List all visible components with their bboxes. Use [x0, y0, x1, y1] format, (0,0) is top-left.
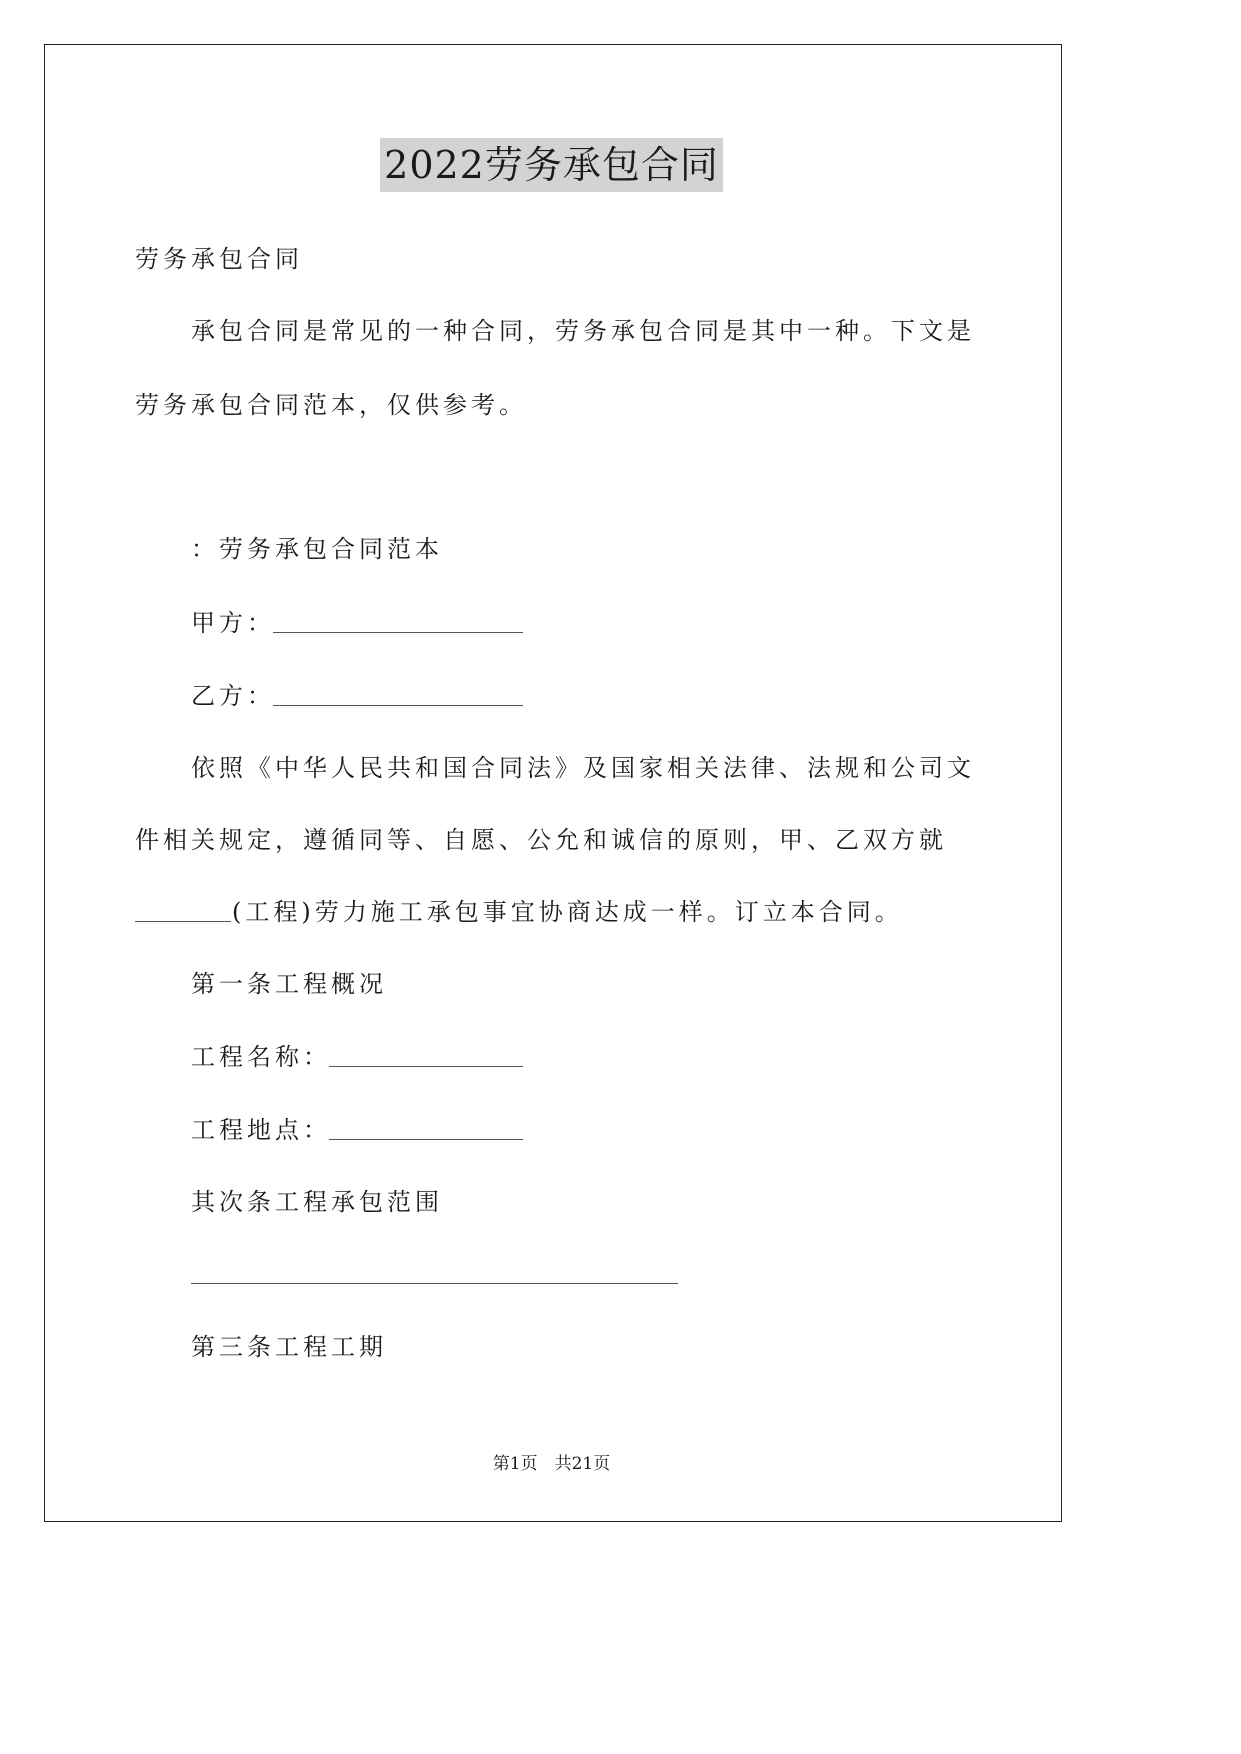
party-a-blank [273, 632, 523, 633]
party-b-label: 乙方： [191, 682, 275, 710]
document-title: 2022劳务承包合同 [380, 138, 723, 192]
intro-paragraph-line-1: 承包合同是常见的一种合同，劳务承包合同是其中一种。下文是 [191, 317, 975, 345]
basis-paragraph-line-2: 件相关规定，遵循同等、自愿、公允和诚信的原则，甲、乙双方就 [135, 826, 947, 854]
section-title: ：劳务承包合同范本 [191, 535, 443, 563]
project-name-label: 工程名称： [191, 1043, 331, 1071]
basis-paragraph-line-3: (工程)劳力施工承包事宜协商达成一样。订立本合同。 [232, 898, 903, 926]
article-3-heading: 第三条工程工期 [191, 1333, 387, 1361]
basis-paragraph-line-1: 依照《中华人民共和国合同法》及国家相关法律、法规和公司文 [191, 754, 975, 782]
party-b-blank [273, 705, 523, 706]
title-container [0, 138, 1103, 192]
project-blank [135, 921, 231, 922]
page-footer: 第1页 共21页 [492, 1454, 611, 1474]
project-name-blank [329, 1066, 523, 1067]
contract-heading: 劳务承包合同 [135, 245, 303, 273]
party-a-label: 甲方： [191, 609, 275, 637]
project-location-blank [329, 1139, 523, 1140]
scope-blank [191, 1283, 678, 1284]
project-location-label: 工程地点： [191, 1116, 331, 1144]
article-2-heading: 其次条工程承包范围 [191, 1188, 443, 1216]
intro-paragraph-line-2: 劳务承包合同范本，仅供参考。 [135, 391, 527, 419]
article-1-heading: 第一条工程概况 [191, 970, 387, 998]
